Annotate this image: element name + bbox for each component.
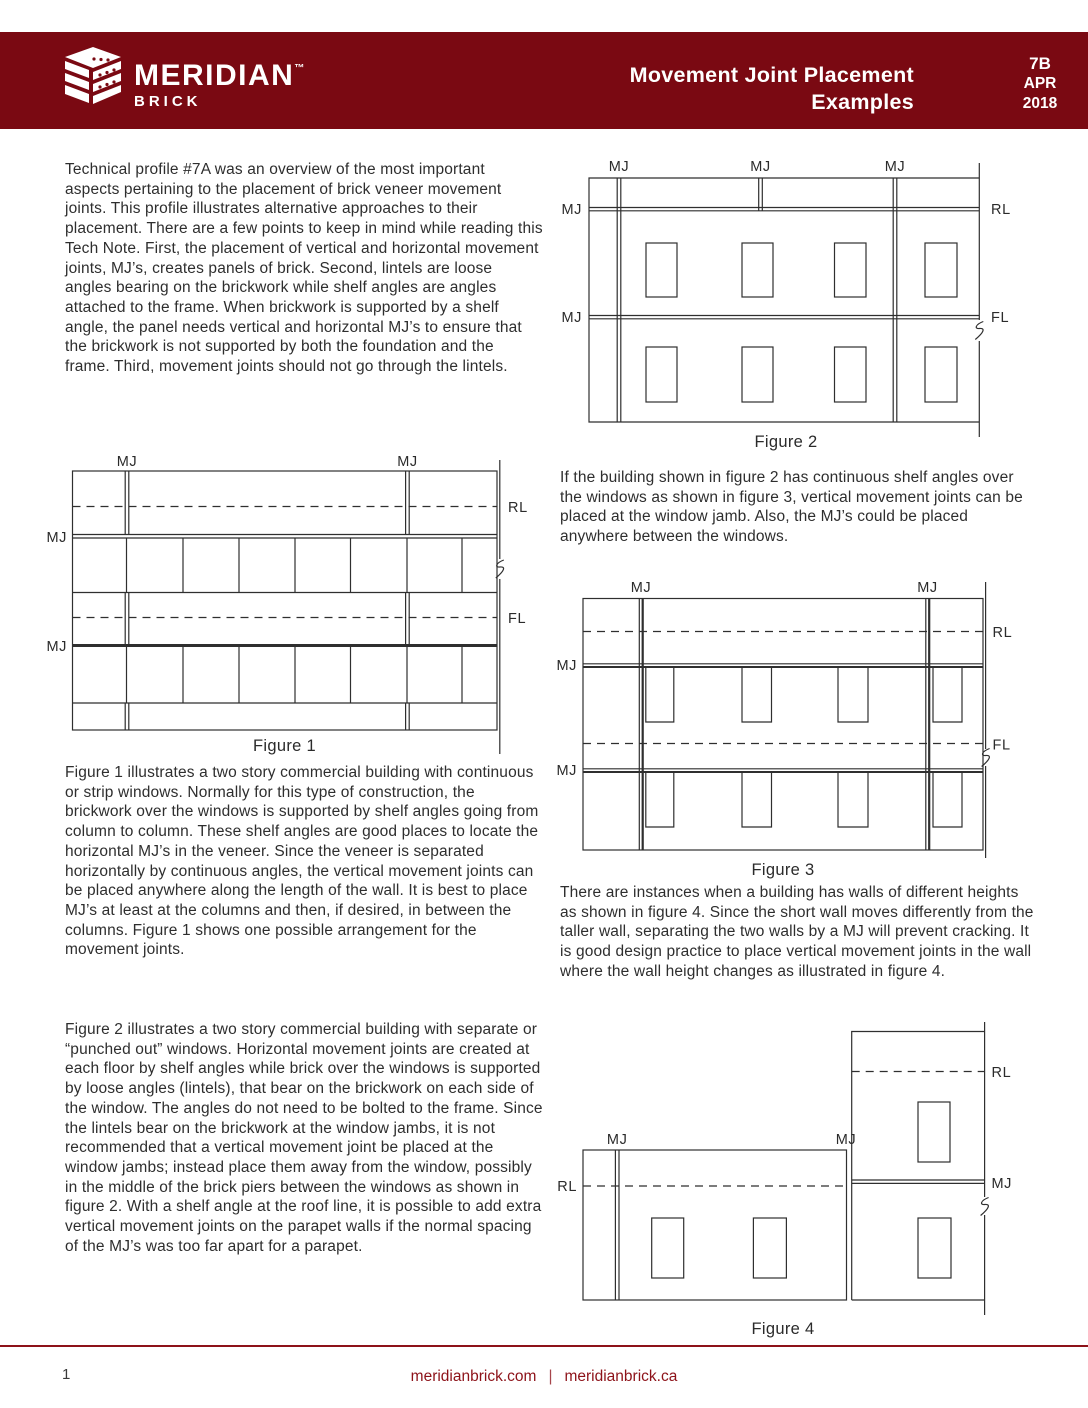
figure-caption: Figure 3 <box>751 861 815 879</box>
figure-3-diagram <box>540 568 1088 882</box>
figure-1-linework <box>73 460 504 754</box>
mj-label: MJ <box>917 580 938 596</box>
windows <box>652 1102 951 1278</box>
floor-line-label: FL <box>992 737 1011 754</box>
vertical-mj-lines <box>617 178 897 422</box>
figure-caption: Figure 4 <box>751 1320 815 1338</box>
window <box>742 243 773 297</box>
roof-line-label: RL <box>508 500 528 516</box>
doc-month: APR <box>1023 75 1057 92</box>
horizontal-mj-line <box>852 1180 985 1183</box>
window <box>835 243 867 297</box>
doc-meta <box>1000 54 1080 114</box>
window <box>646 347 677 402</box>
paragraph-intro: Technical profile #7A was an overview of the most important aspects pertaining to the placement of brick veneer movement joints. This profile illustrates alternative approaches to their placement. There are a few points to keep in mind while reading this Tech Note. First, the placement of vertical and horizontal movement joints, MJ’s, creates panels of brick. Second, lintels are loose angles bearing on the brickwork while shelf angles are angles attached to the frame. When brickwork is supported by a shelf angle, the panel needs vertical and horizontal MJ’s to ensure that the brickwork is not supported by both the foundation and the frame. Third, movement joints should not go through the lintels. <box>65 161 543 376</box>
figure-caption: Figure 1 <box>253 737 316 755</box>
mj-label: MJ <box>630 580 652 596</box>
page-number: 1 <box>62 1366 71 1383</box>
window <box>918 1102 950 1162</box>
doc-title-line2: Examples <box>811 90 914 114</box>
window <box>918 1218 951 1278</box>
floor-line-label: FL <box>991 310 1010 326</box>
vertical-mj-lines <box>643 599 930 851</box>
roof-line-label: RL <box>557 1179 577 1195</box>
window <box>652 1218 684 1278</box>
mj-label: MJ <box>991 1176 1013 1192</box>
building-outline <box>73 471 498 730</box>
roofline-mj-line <box>589 208 979 211</box>
window <box>753 1218 786 1278</box>
section-break-icon <box>981 1198 989 1216</box>
paragraph-figure2: Figure 2 illustrates a two story commercial building with separate or “punched out” windows. Horizontal movement joints are created at each floor by shelf angles while brick over the windows is supported by loose angles (lintels), that bear on the brickwork on each side of the window. The angles do not need to be bolted to the frame. Since the lintels bear on the brickwork at the window jambs, it is not recommended that a vertical movement joint be placed at the window jambs; instead place them away from the window, possibly in the middle of the brick piers between the windows as shown in figure 2. With a shelf angle at the roof line, it is possible to add extra vertical movement joints on the parapet walls if the normal spacing of the MJ’s was too far apart for a parapet. <box>65 1021 543 1255</box>
vertical-mj-lines <box>125 471 409 730</box>
brand-sub: BRICK <box>134 93 202 110</box>
windows <box>646 243 957 402</box>
footer-links <box>0 1368 1088 1386</box>
doc-title-line1: Movement Joint Placement <box>629 63 914 87</box>
figure-4-diagram <box>540 1014 1088 1340</box>
header-banner <box>0 32 1088 129</box>
building-outline <box>589 178 979 422</box>
mj-label: MJ <box>608 159 630 175</box>
mj-label: MJ <box>116 454 138 470</box>
window <box>646 243 677 297</box>
column-lines-upper <box>127 538 463 593</box>
doc-number: 7B <box>1029 54 1051 73</box>
section-break-icon <box>975 322 983 340</box>
mj-label: MJ <box>606 1132 628 1148</box>
paragraph-figure1: Figure 1 illustrates a two story commercial building with continuous or strip windows. Normally for this type of construction, the brickwork over the windows is supported by shelf angles going from column to column. These shelf angles are good places to locate the horizontal MJ’s in the veneer. Since the veneer is separated horizontally by continuous angles, the vertical movement joints can be placed anywhere along the length of the wall. It is best to place MJ’s at least at the columns and then, if desired, in between the columns. Figure 1 shows one possible arrangement for the movement joints. <box>65 764 539 959</box>
floorline-mj-line <box>589 316 979 319</box>
figure-1-diagram <box>40 450 540 762</box>
floor-line-label: FL <box>508 611 527 627</box>
window <box>925 347 957 402</box>
mj-label: MJ <box>561 202 582 218</box>
figure-caption: Figure 2 <box>754 433 818 451</box>
mj-label: MJ <box>835 1132 857 1148</box>
mj-label: MJ <box>561 310 582 326</box>
short-wall-outline <box>583 1150 847 1300</box>
window <box>925 243 957 297</box>
meridian-brick-logo-icon <box>64 46 122 108</box>
figure-2-linework <box>589 163 983 437</box>
brand-text <box>134 46 304 110</box>
vertical-mj-lines <box>639 599 926 851</box>
roof-line-label: RL <box>991 1065 1012 1081</box>
brand-logo <box>64 46 304 110</box>
footer-link-com[interactable]: meridianbrick.com <box>410 1368 537 1385</box>
roof-line-label: RL <box>992 625 1013 641</box>
trademark-symbol: ™ <box>294 63 305 74</box>
windows <box>646 667 962 827</box>
mj-label: MJ <box>556 763 577 779</box>
mj-label: MJ <box>884 159 906 175</box>
lower-windows <box>646 772 962 827</box>
mj-label: MJ <box>46 639 67 655</box>
mj-label: MJ <box>46 530 67 546</box>
vertical-mj-lines <box>615 1150 619 1300</box>
roof-line-label: RL <box>991 202 1011 218</box>
doc-title <box>630 62 914 116</box>
upper-windows <box>646 667 962 722</box>
window <box>835 347 867 402</box>
footer-link-ca[interactable]: meridianbrick.ca <box>564 1368 678 1385</box>
figure-3-linework <box>583 582 990 858</box>
figure-2-diagram <box>540 140 1088 458</box>
mj-label: MJ <box>556 658 577 674</box>
footer-rule <box>0 1345 1088 1347</box>
paragraph-figure3: If the building shown in figure 2 has continuous shelf angles over the windows as shown in figure 3, vertical movement joints can be placed at the window jamb. Also, the MJ’s could be placed anywhere between the windows. <box>560 469 1023 546</box>
window <box>742 347 773 402</box>
figure-4-linework <box>583 1022 989 1315</box>
shelf-angle-mj-line <box>73 535 498 539</box>
doc-year: 2018 <box>1022 95 1058 112</box>
brand-name: MERIDIAN <box>134 59 295 92</box>
mj-label: MJ <box>750 159 771 175</box>
paragraph-figure4: There are instances when a building has walls of different heights as shown in figure 4. Since the short wall moves differently from the taller wall, separating the two walls by a MJ will prevent cracking. It is good design practice to place vertical movement joints in the wall where the wall height changes as illustrated in figure 4. <box>560 884 1034 980</box>
column-lines-lower <box>127 647 463 703</box>
mj-label: MJ <box>397 454 418 470</box>
footer-link-separator: | <box>548 1368 553 1385</box>
